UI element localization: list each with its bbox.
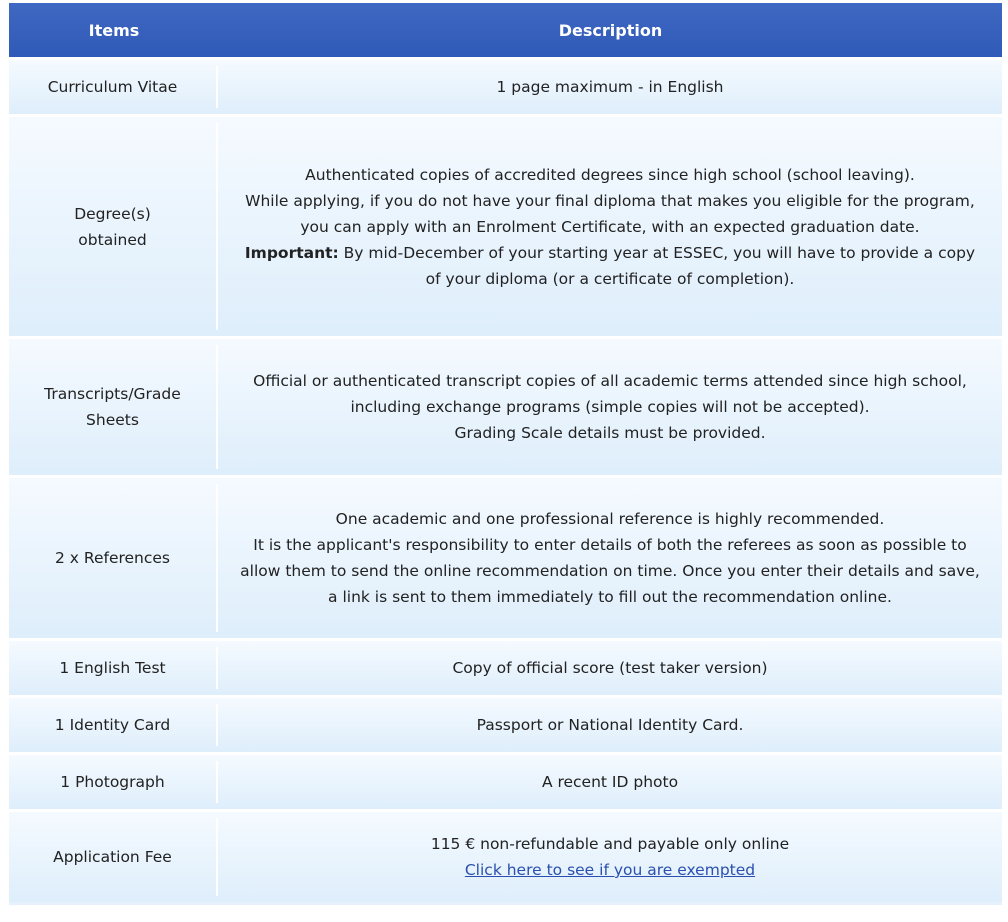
item-cell: 1 Photograph xyxy=(60,773,165,791)
description-cell: Copy of official score (test taker version) xyxy=(452,659,768,677)
table-row xyxy=(9,339,1002,475)
table-row xyxy=(9,755,1002,809)
description-cell: One academic and one professional reference is highly recommended. It is the applicant's responsibility to enter details of both the referees as soon as possible to allow them to send the online recommendation on time. Once you enter their details and save, a link is sent to them immediately to fill out the recommendation online. xyxy=(240,510,980,606)
description-cell: Passport or National Identity Card. xyxy=(476,716,744,734)
table-row xyxy=(9,117,1002,336)
description-cell: 1 page maximum - in English xyxy=(496,78,724,96)
description-cell: 115 € non-refundable and payable only online Click here to see if you are exempted xyxy=(430,835,790,879)
description-cell: Official or authenticated transcript copies of all academic terms attended since high school, including exchange programs (simple copies will not be accepted). Grading Scale details must be provided. xyxy=(253,372,967,442)
requirements-table xyxy=(9,3,1002,905)
item-cell: 2 x References xyxy=(54,549,171,567)
table-row xyxy=(9,478,1002,638)
table-row xyxy=(9,698,1002,752)
important-label: Important: xyxy=(244,243,339,262)
table-row xyxy=(9,60,1002,114)
item-cell: 1 Identity Card xyxy=(54,716,171,734)
table-row xyxy=(9,641,1002,695)
header-items: Items xyxy=(88,20,140,40)
description-cell: A recent ID photo xyxy=(541,773,679,791)
item-cell: Curriculum Vitae xyxy=(47,78,178,96)
item-cell: Application Fee xyxy=(53,848,172,866)
item-cell: Transcripts/Grade Sheets xyxy=(44,385,181,429)
table-header xyxy=(9,3,1002,57)
exemption-link[interactable]: Click here to see if you are exempted xyxy=(464,861,756,879)
description-cell: Authenticated copies of accredited degrees since high school (school leaving). While applying, if you do not have your final diploma that makes you eligible for the program, you can apply with an Enrolment Certificate, with an expected graduation date. Important: By mid-December of your starting year at ESSEC, you will have to provide a copy of your diploma (or a certificate of completion). xyxy=(244,165,976,288)
table-row xyxy=(9,812,1002,902)
item-cell: Degree(s) obtained xyxy=(74,204,151,249)
item-cell: 1 English Test xyxy=(59,659,166,677)
header-description: Description xyxy=(558,20,663,40)
